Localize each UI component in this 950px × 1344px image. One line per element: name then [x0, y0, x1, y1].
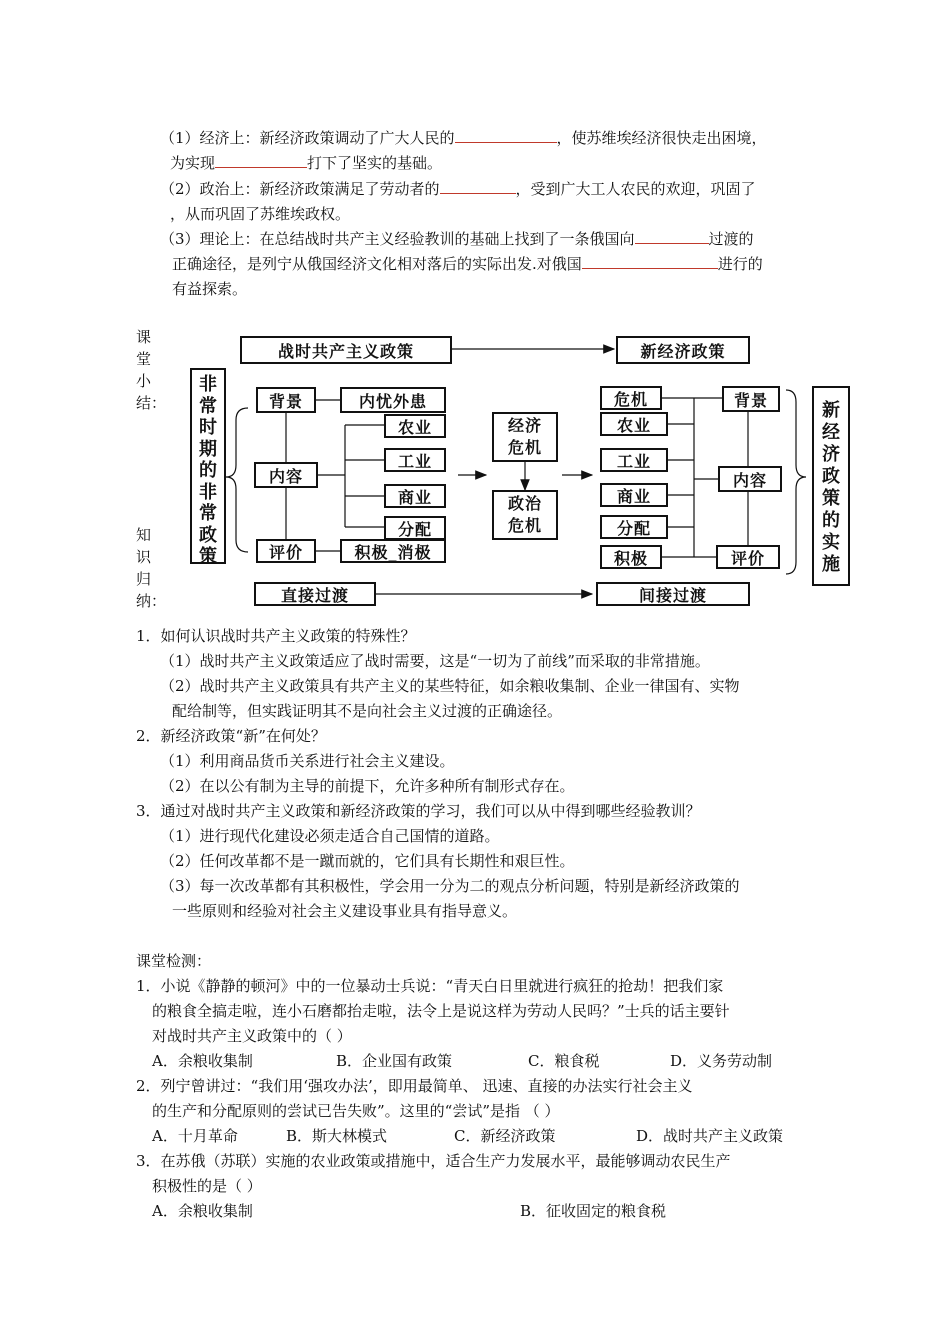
test-q3-option-a[interactable]: A．余粮收集制: [152, 1202, 253, 1220]
right-content-box: 内容: [718, 466, 782, 492]
vchar: 政: [199, 524, 217, 546]
knowledge-q3-c2: 一些原则和经验对社会主义建设事业具有指导意义。: [172, 902, 518, 920]
left-background-detail-box: 内忧外患: [340, 387, 446, 413]
vchar: 新: [822, 400, 840, 421]
test-q1-option-c[interactable]: C．粮食税: [528, 1052, 600, 1070]
left-background-box: 背景: [256, 387, 316, 413]
new-economic-policy-box: 新经济政策: [616, 336, 750, 364]
side-char: 结：: [136, 394, 167, 412]
side-char: 课: [136, 328, 152, 346]
left-item-commerce: 商业: [384, 484, 446, 508]
test-q2-option-b[interactable]: B．斯大林模式: [286, 1127, 388, 1145]
political-crisis-box: 政治危机: [492, 490, 558, 540]
vchar: 实: [822, 532, 840, 553]
vchar: 期: [199, 438, 217, 460]
test-q3-line1: 3．在苏俄（苏联）实施的农业政策或措施中，适合生产力发展水平，最能够调动农民生产: [136, 1152, 731, 1170]
item3-line3: 有益探索。: [172, 280, 248, 298]
item1-text-a: （1）经济上：新经济政策调动了广大人民的: [160, 129, 455, 147]
right-item-distribution: 分配: [600, 515, 668, 539]
test-q3-option-b[interactable]: B．征收固定的粮食税: [520, 1202, 667, 1220]
vchar: 经: [822, 422, 840, 443]
knowledge-q2: 2．新经济政策“新”在何处？: [136, 727, 326, 745]
right-item-agriculture: 农业: [600, 412, 668, 436]
right-evaluation-box: 评价: [716, 545, 780, 569]
vchar: 策: [199, 546, 217, 567]
economic-crisis-box: 经济危机: [492, 412, 558, 462]
item3-text-c: 正确途径，是列宁从俄国经济文化相对落后的实际出发.对俄国: [172, 255, 582, 273]
right-crisis-box: 危机: [600, 386, 662, 410]
knowledge-q3: 3．通过对战时共产主义政策和新经济政策的学习，我们可以从中得到哪些经验教训？: [136, 802, 701, 820]
knowledge-q1-a: （1）战时共产主义政策适应了战时需要，这是“一切为了前线”而采取的非常措施。: [160, 652, 710, 670]
test-q2-line2: 的生产和分配原则的尝试已告失败”。这里的“尝试”是指 （ ）: [152, 1102, 560, 1120]
vchar: 策: [822, 488, 840, 509]
side-char: 知: [136, 526, 152, 544]
vchar: 常: [199, 395, 217, 417]
knowledge-q1: 1．如何认识战时共产主义政策的特殊性？: [136, 627, 416, 645]
vchar: 非: [199, 374, 217, 395]
side-char: 小: [136, 372, 152, 390]
side-char: 识: [136, 548, 152, 566]
vchar: 济: [822, 444, 840, 465]
item3-text-b: 过渡的: [708, 230, 754, 248]
test-q1-option-a[interactable]: A．余粮收集制: [152, 1052, 253, 1070]
test-q1-line1: 1．小说《静静的顿河》中的一位暴动士兵说：“青天白日里就进行疯狂的抢劫！把我们家: [136, 977, 724, 995]
test-q1-line3: 对战时共产主义政策中的（ ）: [152, 1027, 352, 1045]
knowledge-q1-b2: 配给制等，但实践证明其不是向社会主义过渡的正确途径。: [172, 702, 563, 720]
right-background-box: 背景: [722, 386, 780, 412]
right-item-commerce: 商业: [600, 483, 668, 507]
test-heading: 课堂检测：: [136, 952, 212, 970]
knowledge-q2-b: （2）在以公有制为主导的前提下，允许多种所有制形式存在。: [160, 777, 575, 795]
diagram-connectors: [0, 0, 950, 640]
left-item-distribution: 分配: [384, 516, 446, 540]
knowledge-q3-a: （1）进行现代化建设必须走适合自己国情的道路。: [160, 827, 500, 845]
vchar: 的: [822, 510, 840, 531]
side-char: 纳：: [136, 592, 167, 610]
test-q2-option-c[interactable]: C．新经济政策: [454, 1127, 556, 1145]
vchar: 的: [199, 460, 217, 481]
left-evaluation-detail-box: 积极_消极: [340, 539, 446, 563]
vchar: 政: [822, 466, 840, 487]
indirect-transition-box: 间接过渡: [596, 582, 750, 606]
left-item-industry: 工业: [384, 448, 446, 472]
knowledge-q3-c: （3）每一次改革都有其积极性，学会用一分为二的观点分析问题，特别是新经济政策的: [160, 877, 740, 895]
vchar: 施: [822, 554, 840, 575]
test-q1-option-b[interactable]: B．企业国有政策: [336, 1052, 453, 1070]
side-char: 归: [136, 570, 152, 588]
left-item-agriculture: 农业: [384, 414, 446, 438]
left-content-box: 内容: [254, 462, 318, 488]
test-q1-line2: 的粮食全搞走啦，连小石磨都抬走啦，法令上是说这样为劳动人民吗？”士兵的话主要针: [152, 1002, 730, 1020]
item2-text-b: ，受到广大工人农民的欢迎，巩固了: [515, 180, 756, 198]
test-q1-option-d[interactable]: D．义务劳动制: [670, 1052, 773, 1070]
test-q2-option-a[interactable]: A．十月革命: [152, 1127, 238, 1145]
test-q2-line1: 2．列宁曾讲过：“我们用‘强攻办法’，即用最简单、 迅速、直接的办法实行社会主义: [136, 1077, 693, 1095]
direct-transition-box: 直接过渡: [254, 582, 376, 606]
right-item-industry: 工业: [600, 448, 668, 472]
item2-line2: ，从而巩固了苏维埃政权。: [170, 205, 351, 223]
left-evaluation-box: 评价: [256, 539, 316, 563]
war-communism-box: 战时共产主义政策: [240, 336, 452, 364]
right-vertical-label: [812, 386, 850, 586]
knowledge-q2-a: （1）利用商品货币关系进行社会主义建设。: [160, 752, 455, 770]
knowledge-q1-b: （2）战时共产主义政策具有共产主义的某些特征，如余粮收集制、企业一律国有、实物: [160, 677, 740, 695]
side-char: 堂: [136, 350, 152, 368]
item2-text-a: （2）政治上：新经济政策满足了劳动者的: [160, 180, 440, 198]
test-q2-option-d[interactable]: D．战时共产主义政策: [636, 1127, 784, 1145]
left-vertical-label-full: [190, 368, 226, 567]
item3-text-a: （3）理论上：在总结战时共产主义经验教训的基础上找到了一条俄国向: [160, 230, 635, 248]
item1-text-c: 为实现: [170, 154, 216, 172]
test-q3-line2: 积极性的是（ ）: [152, 1177, 262, 1195]
vchar: 时: [199, 417, 217, 438]
knowledge-q3-b: （2）任何改革都不是一蹴而就的，它们具有长期性和艰巨性。: [160, 852, 575, 870]
vchar: 非: [199, 481, 217, 503]
item1-text-d: 打下了坚实的基础。: [307, 154, 443, 172]
vchar: 常: [199, 503, 217, 524]
right-positive-box: 积极: [600, 545, 662, 569]
item3-text-d: 进行的: [717, 255, 763, 273]
item1-text-b: ，使苏维埃经济很快走出困境，: [556, 129, 767, 147]
